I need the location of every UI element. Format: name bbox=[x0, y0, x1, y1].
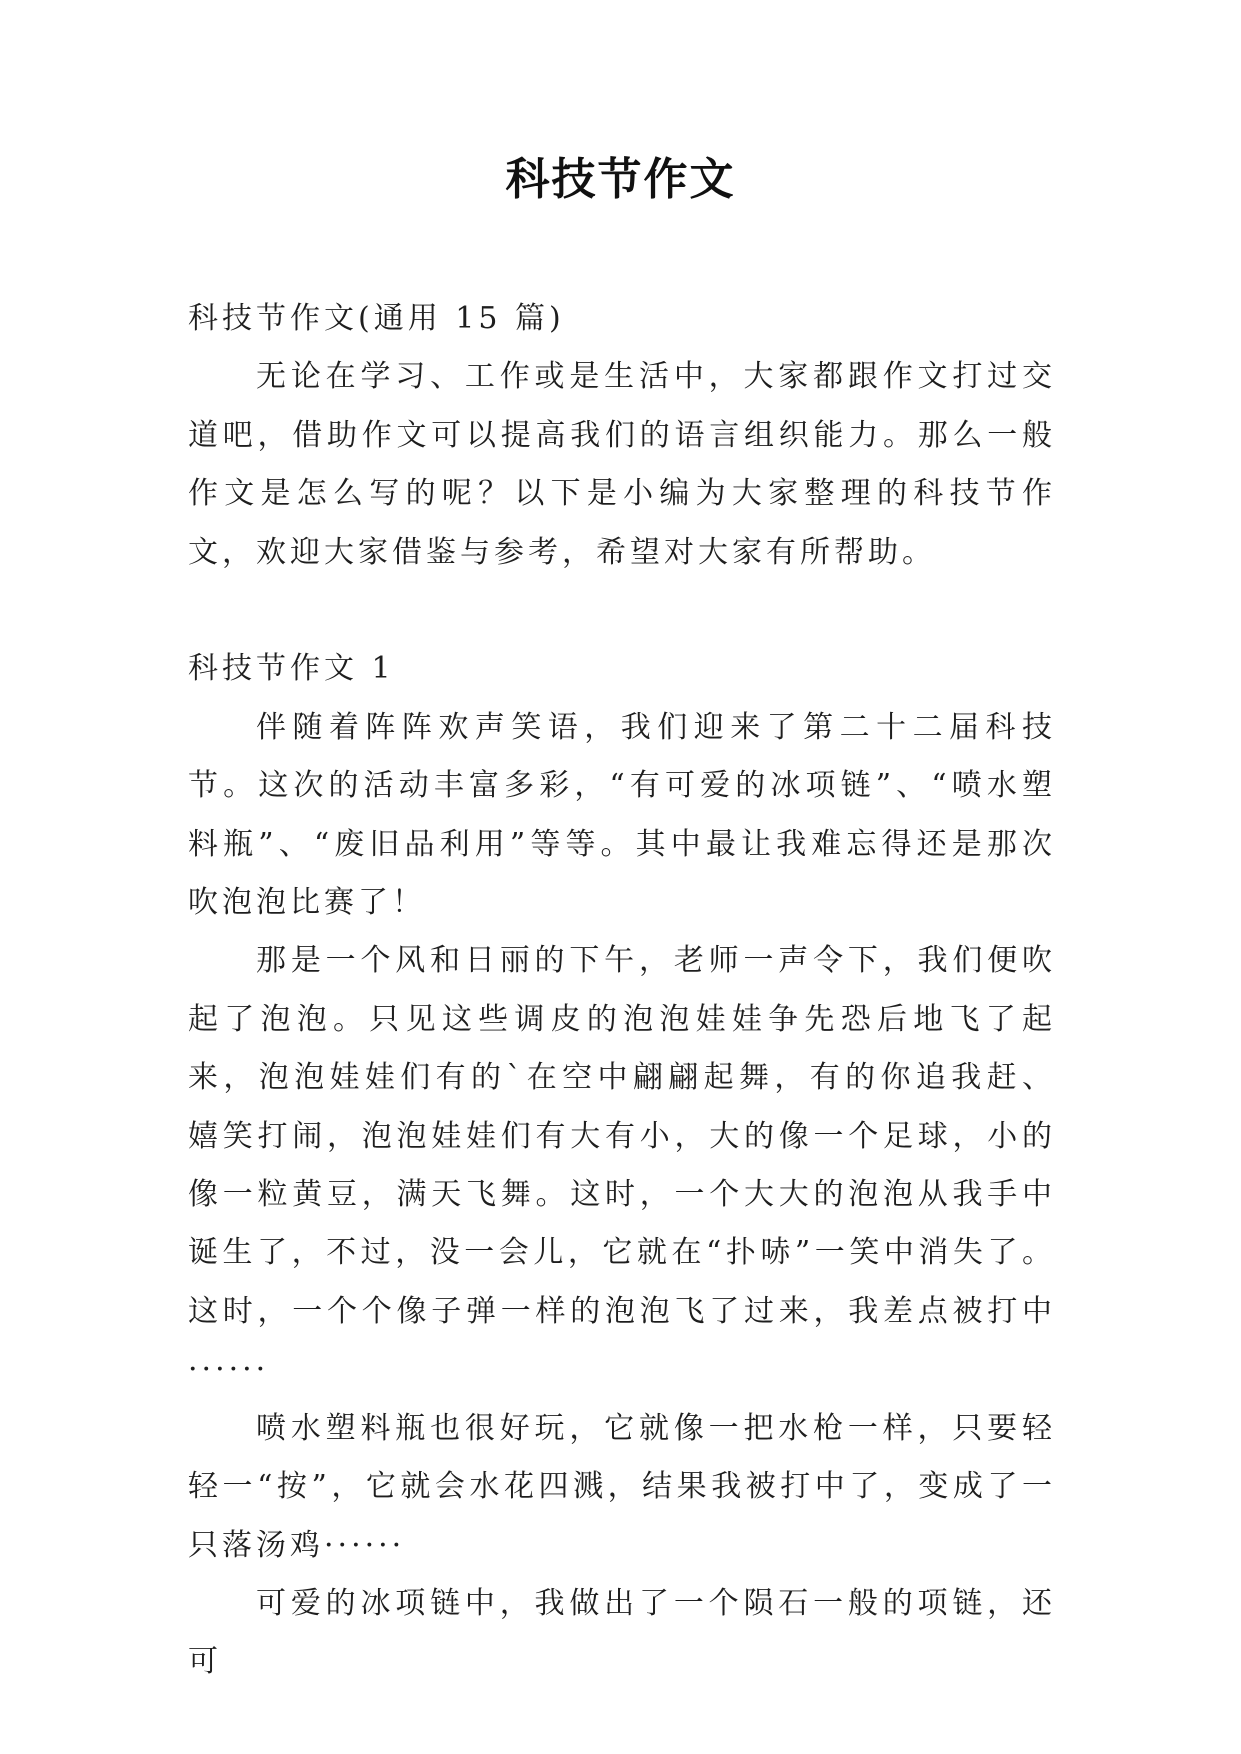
intro-paragraph: 无论在学习、工作或是生活中，大家都跟作文打过交道吧，借助作文可以提高我们的语言组织能力。那么一般作文是怎么写的呢？以下是小编为大家整理的科技节作文，欢迎大家借鉴与参考，希望对大家有所帮助。 bbox=[188, 359, 1056, 570]
body-paragraph-3: 喷水塑料瓶也很好玩，它就像一把水枪一样，只要轻轻一“按”，它就会水花四溅，结果我被打中了，变成了一只落汤鸡······ bbox=[188, 1410, 1056, 1563]
document-subtitle: 科技节作文(通用 15 篇) bbox=[188, 301, 565, 336]
document-body bbox=[188, 290, 1056, 1692]
body-paragraph-1: 伴随着阵阵欢声笑语，我们迎来了第二十二届科技节。这次的活动丰富多彩，“有可爱的冰项链”、“喷水塑料瓶”、“废旧品利用”等等。其中最让我难忘得还是那次吹泡泡比赛了！ bbox=[188, 709, 1056, 921]
section-heading: 科技节作文 1 bbox=[188, 651, 395, 687]
document-title: 科技节作文 bbox=[505, 154, 736, 205]
section-spacer bbox=[188, 582, 1056, 640]
body-paragraph-2: 那是一个风和日丽的下午，老师一声令下，我们便吹起了泡泡。只见这些调皮的泡泡娃娃争先恐后地飞了起来，泡泡娃娃们有的`在空中翩翩起舞，有的你追我赶、嬉笑打闹，泡泡娃娃们有大有小，大的像一个足球，小的像一粒黄豆，满天飞舞。这时，一个大大的泡泡从我手中诞生了，不过，没一会儿，它就在“扑哧”一笑中消失了。这时，一个个像子弹一样的泡泡飞了过来，我差点被打中······ bbox=[188, 943, 1056, 1388]
body-paragraph-4: 可爱的冰项链中，我做出了一个陨石一般的项链，还可 bbox=[188, 1585, 1056, 1680]
